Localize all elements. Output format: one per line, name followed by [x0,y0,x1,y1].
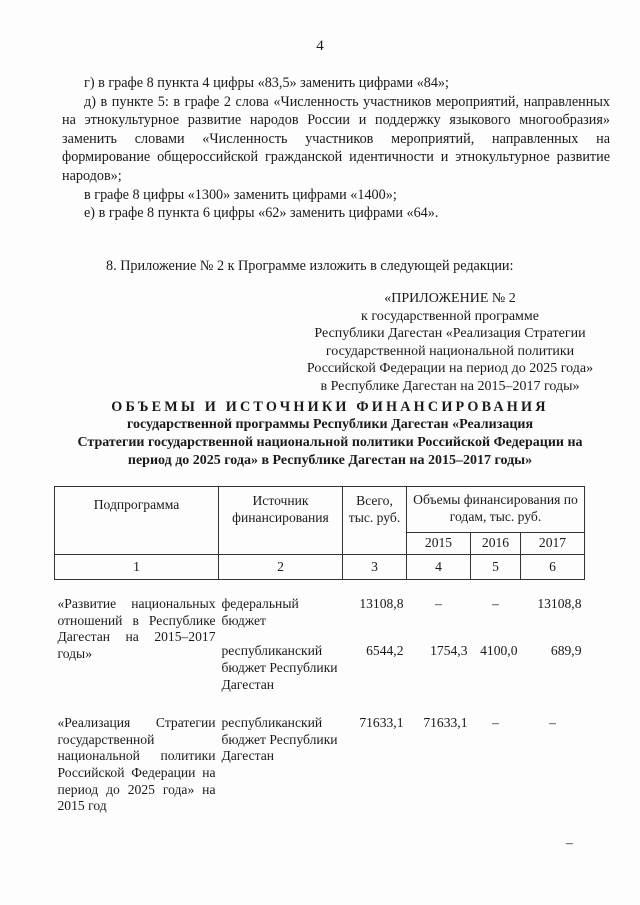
header-subprogram: Подпрограмма [55,487,219,555]
row-2017: 13108,8 [537,596,582,612]
row-subprogram: «Развитие национальных отношений в Республике Дагестан на 2015–2017 годы» [57,596,216,661]
table-row [55,713,585,817]
title-line: Стратегии государственной национальной политики Российской Федерации на [77,435,583,450]
amendment-g: г) в графе 8 пункта 4 цифры «83,5» заменить цифрами «84»; [84,75,449,91]
annex-line: государственной национальной политики [325,343,575,359]
annex-line: Российской Федерации на период до 2025 года» [306,361,594,377]
row-2015: – [435,596,442,612]
document-title [40,398,620,470]
col-number: 1 [55,554,219,580]
col-number: 4 [407,554,471,580]
row-2017: 689,9 [550,643,582,659]
financing-table [54,486,585,817]
header-total: Всего, тыс. руб. [343,487,407,555]
col-number: 3 [343,554,407,580]
row-2016: – [492,596,499,612]
table-header-row [55,487,585,533]
stray-mark: – [566,836,573,851]
row-2016: 4100,0 [480,643,518,659]
header-source: Источник финансирования [219,487,343,555]
row-source: республиканский бюджет Республики Дагестан [221,715,338,764]
row-subprogram: «Реализация Стратегии государственной национальной политики Российской Федерации на период до 2025 года» на 2015 год [57,715,216,814]
annex-line: «ПРИЛОЖЕНИЕ № 2 [384,291,516,306]
header-year: 2015 [407,533,471,555]
row-2015: 71633,1 [423,715,468,731]
row-2017: – [549,715,556,731]
title-spaced: ОБЪЕМЫ И ИСТОЧНИКИ ФИНАНСИРОВАНИЯ [111,399,549,415]
row-source: республиканский бюджет Республики Дагестан [221,643,338,692]
row-2015: 1754,3 [430,643,468,659]
amendments-block [62,74,610,223]
col-number: 6 [521,554,585,580]
header-year: 2017 [521,533,585,555]
row-2016: – [492,715,499,731]
row-total: 13108,8 [359,596,404,612]
item-8: 8. Приложение № 2 к Программе изложить в следующей редакции: [106,258,514,274]
col-number: 2 [219,554,343,580]
title-line: период до 2025 года» в Республике Дагестан на 2015–2017 годы» [127,453,533,468]
amendment-e: е) в графе 8 пункта 6 цифры «62» заменить цифрами «64». [84,205,439,222]
annex-line: Республики Дагестан «Реализация Стратегии [314,326,586,342]
header-by-year: Объемы финансирования по годам, тыс. руб. [407,487,585,533]
row-total: 71633,1 [359,715,404,731]
col-number: 5 [471,554,521,580]
amendment-d2: в графе 8 цифры «1300» заменить цифрами «1400»; [84,186,397,203]
title-line: государственной программы Республики Дагестан «Реализация [126,417,534,432]
row-total: 6544,2 [366,643,404,659]
table-row [55,594,585,641]
annex-line: в Республике Дагестан на 2015–2017 годы» [320,378,580,394]
annex-heading [285,290,615,396]
amendment-d: д) в пункте 5: в графе 2 слова «Численность участников мероприятий, направленных на этнокультурное развитие народов России и поддержку языкового многообразия» заменить словами «Численность участников мероприятий, направленных на формирование общероссийской гражданской идентичности и этнокультурное развитие народов»; [62,93,610,184]
row-source: федеральный бюджет [221,596,299,628]
annex-line: к государственной программе [361,308,539,324]
page-number: 4 [316,38,324,54]
header-year: 2016 [471,533,521,555]
column-numbers-row [55,554,585,580]
